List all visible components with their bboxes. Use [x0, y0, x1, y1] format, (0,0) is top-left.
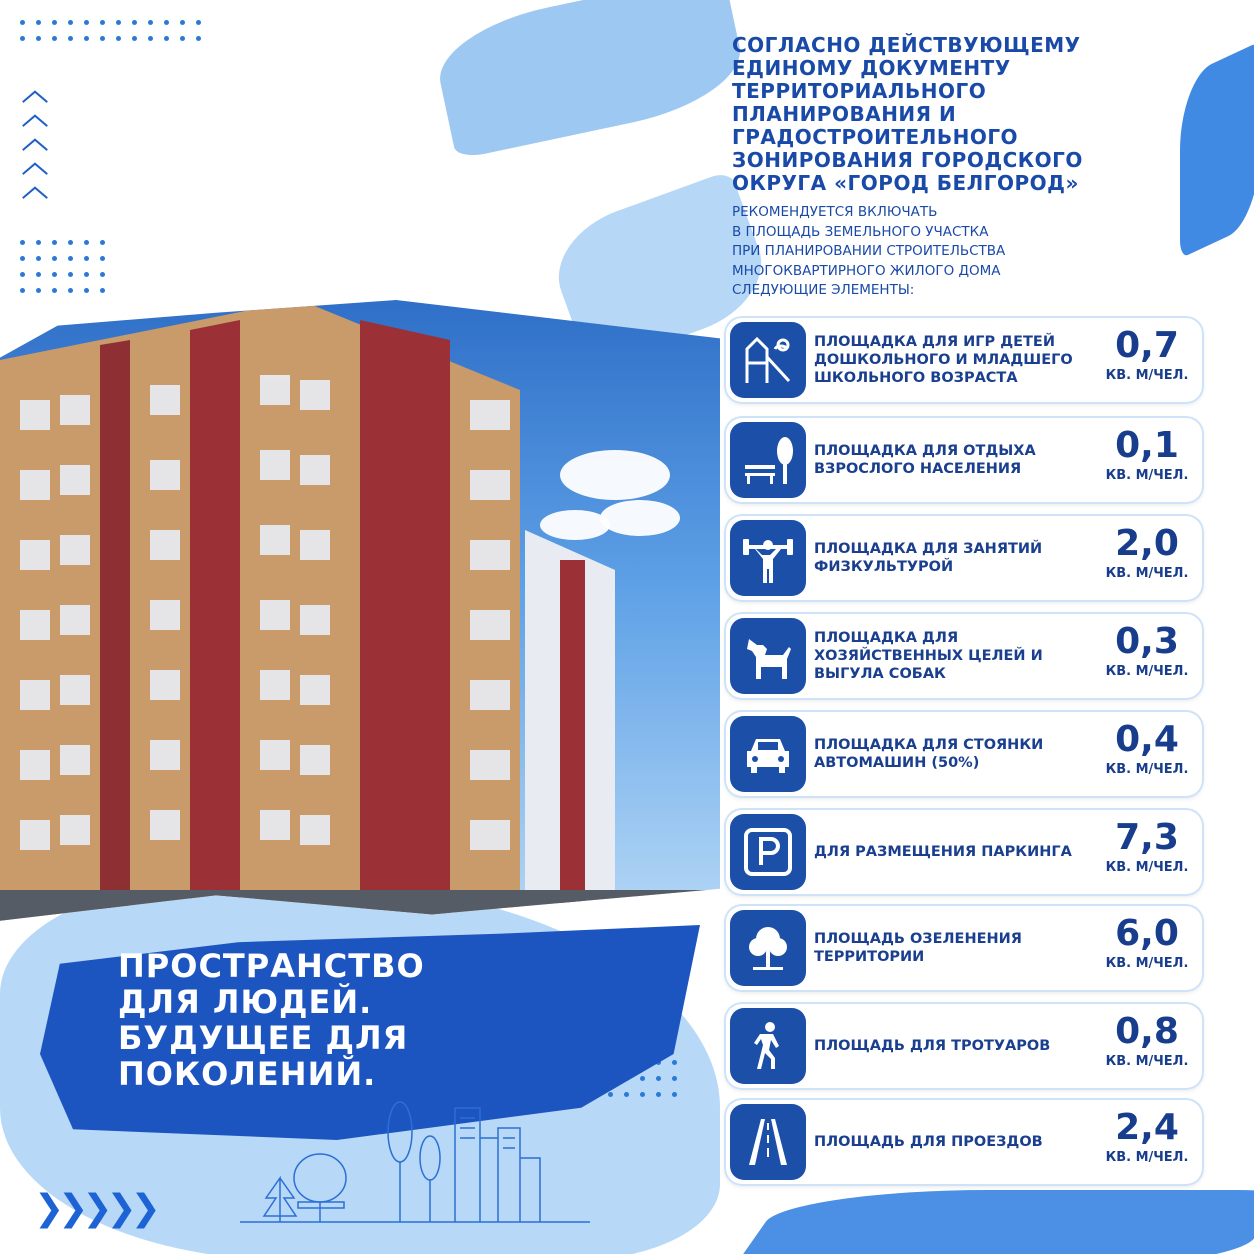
decorative-dot — [20, 272, 25, 277]
item-card-greenery — [726, 906, 1202, 990]
item-unit: КВ. М/ЧЕЛ. — [1105, 664, 1189, 679]
decorative-dot — [36, 20, 41, 25]
item-value: 2,4 — [1115, 1107, 1179, 1148]
header-title-line: ПЛАНИРОВАНИЯ И — [732, 102, 957, 126]
decorative-dot — [84, 20, 89, 25]
slogan-line: ПОКОЛЕНИЙ. — [118, 1055, 377, 1093]
subtitle-line: РЕКОМЕНДУЕТСЯ ВКЛЮЧАТЬ — [732, 204, 938, 220]
decorative-dot — [100, 240, 105, 245]
decorative-dot — [52, 240, 57, 245]
decorative-dot — [116, 36, 121, 41]
decorative-dot — [68, 272, 73, 277]
decorative-dot — [84, 240, 89, 245]
dog-icon — [730, 618, 806, 694]
decorative-dot — [672, 1092, 677, 1097]
decorative-dot — [68, 288, 73, 293]
decorative-dot — [608, 1092, 613, 1097]
decorative-dot — [36, 240, 41, 245]
decorative-dot — [68, 256, 73, 261]
item-label: ПЛОЩАДЬ ДЛЯ ТРОТУАРОВ — [814, 1038, 1051, 1054]
decorative-dot — [100, 272, 105, 277]
decorative-dot — [624, 1092, 629, 1097]
subtitle-line: СЛЕДУЮЩИЕ ЭЛЕМЕНТЫ: — [732, 282, 915, 298]
subtitle-line: МНОГОКВАРТИРНОГО ЖИЛОГО ДОМА — [732, 262, 1001, 279]
header-title-line: ГРАДОСТРОИТЕЛЬНОГО — [732, 125, 1019, 149]
decorative-dot — [148, 20, 153, 25]
road-icon — [730, 1104, 806, 1180]
item-value: 7,3 — [1115, 817, 1179, 858]
weightlifter-icon — [730, 520, 806, 596]
decorative-dot — [52, 20, 57, 25]
header-title-line: СОГЛАСНО ДЕЙСТВУЮЩЕМУ — [732, 33, 1081, 57]
car-icon — [730, 716, 806, 792]
item-card-car-parking — [726, 712, 1202, 796]
decorative-dot — [20, 288, 25, 293]
decorative-dot — [52, 256, 57, 261]
decorative-dot — [164, 20, 169, 25]
item-label: ДЛЯ РАЗМЕЩЕНИЯ ПАРКИНГА — [814, 844, 1072, 860]
slogan — [118, 948, 425, 1092]
subtitle-line: ПРИ ПЛАНИРОВАНИИ СТРОИТЕЛЬСТВА — [732, 243, 1006, 259]
item-card-driveways — [726, 1100, 1202, 1184]
slogan-line: ДЛЯ ЛЮДЕЙ. — [118, 983, 373, 1021]
item-value: 0,7 — [1115, 325, 1179, 366]
decorative-dot — [68, 36, 73, 41]
parking-icon — [730, 814, 806, 890]
decorative-dot — [68, 240, 73, 245]
decorative-dot — [20, 36, 25, 41]
decorative-dot — [36, 288, 41, 293]
decorative-dot — [52, 36, 57, 41]
decorative-dot — [100, 256, 105, 261]
item-unit: КВ. М/ЧЕЛ. — [1105, 1054, 1189, 1069]
item-unit: КВ. М/ЧЕЛ. — [1105, 762, 1189, 777]
decorative-dot — [672, 1060, 677, 1065]
item-value: 0,3 — [1115, 621, 1179, 662]
decorative-dot — [640, 1092, 645, 1097]
decorative-dot — [100, 20, 105, 25]
decorative-dot — [132, 20, 137, 25]
city-skyline-illustration — [240, 1098, 590, 1228]
tree-icon — [730, 910, 806, 986]
decorative-dot — [36, 36, 41, 41]
decorative-dot — [100, 36, 105, 41]
item-card-playground — [726, 318, 1202, 402]
decorative-dot — [116, 20, 121, 25]
item-unit: КВ. М/ЧЕЛ. — [1105, 1150, 1189, 1165]
decorative-dot — [20, 20, 25, 25]
item-card-sidewalks — [726, 1004, 1202, 1088]
item-label: ПЛОЩАДКА ДЛЯ ЗАНЯТИЙ ФИЗКУЛЬТУРОЙ — [814, 541, 1043, 575]
decorative-dot — [640, 1076, 645, 1081]
pedestrian-icon — [730, 1008, 806, 1084]
item-label: ПЛОЩАДКА ДЛЯ ИГР ДЕТЕЙ ДОШКОЛЬНОГО И МЛАДШЕГО ШКОЛЬНОГО ВОЗРАСТА — [814, 334, 1073, 386]
header-title-line: ЗОНИРОВАНИЯ ГОРОДСКОГО — [732, 148, 1083, 172]
decorative-dot — [672, 1076, 677, 1081]
subtitle-line: В ПЛОЩАДЬ ЗЕМЕЛЬНОГО УЧАСТКА — [732, 223, 989, 240]
item-label: ПЛОЩАДКА ДЛЯ ОТДЫХА ВЗРОСЛОГО НАСЕЛЕНИЯ — [814, 443, 1036, 477]
decorative-dot — [180, 20, 185, 25]
decorative-dot — [20, 240, 25, 245]
decorative-dot — [84, 272, 89, 277]
item-label: ПЛОЩАДЬ ДЛЯ ПРОЕЗДОВ — [814, 1134, 1043, 1150]
building-photo — [0, 300, 720, 940]
item-value: 0,1 — [1115, 425, 1179, 466]
playground-icon — [730, 322, 806, 398]
item-label: ПЛОЩАДКА ДЛЯ ХОЗЯЙСТВЕННЫХ ЦЕЛЕЙ И ВЫГУЛА СОБАК — [814, 630, 1043, 682]
brush-stroke-bottom-right — [732, 1190, 1254, 1254]
item-value: 0,8 — [1115, 1011, 1179, 1052]
chevron-right-icons: ❯❯❯❯❯ — [34, 1188, 155, 1229]
item-unit: КВ. М/ЧЕЛ. — [1105, 566, 1189, 581]
decorative-dot — [656, 1092, 661, 1097]
item-value: 0,4 — [1115, 719, 1179, 760]
item-card-dogs — [726, 614, 1202, 698]
decorative-dot — [52, 288, 57, 293]
decorative-dot — [36, 256, 41, 261]
slogan-line: БУДУЩЕЕ ДЛЯ — [118, 1019, 409, 1057]
decorative-dot — [36, 272, 41, 277]
item-label: ПЛОЩАДЬ ОЗЕЛЕНЕНИЯ ТЕРРИТОРИИ — [814, 931, 1022, 965]
decorative-dot — [84, 36, 89, 41]
bench-tree-icon — [730, 422, 806, 498]
decorative-dot — [148, 36, 153, 41]
decorative-dot — [84, 288, 89, 293]
decorative-dot — [20, 256, 25, 261]
brush-stroke-top-right — [1180, 41, 1254, 258]
header-title — [732, 34, 1152, 195]
item-card-parking — [726, 810, 1202, 894]
decorative-dot — [132, 36, 137, 41]
decorative-dot — [84, 256, 89, 261]
item-unit: КВ. М/ЧЕЛ. — [1105, 368, 1189, 383]
decorative-dot — [100, 288, 105, 293]
item-card-rest-area — [726, 418, 1202, 502]
header-subtitle — [732, 203, 1152, 301]
decorative-dot — [196, 20, 201, 25]
item-label: ПЛОЩАДКА ДЛЯ СТОЯНКИ АВТОМАШИН (50%) — [814, 737, 1044, 771]
brush-stroke-top — [430, 0, 750, 160]
item-value: 2,0 — [1115, 523, 1179, 564]
decorative-dot — [52, 272, 57, 277]
slogan-line: ПРОСТРАНСТВО — [118, 947, 425, 985]
item-unit: КВ. М/ЧЕЛ. — [1105, 468, 1189, 483]
chevron-up-icons: ︿ ︿ ︿ ︿ ︿ — [22, 77, 49, 203]
item-unit: КВ. М/ЧЕЛ. — [1105, 956, 1189, 971]
decorative-dot — [68, 20, 73, 25]
decorative-dot — [196, 36, 201, 41]
header-title-line: ОКРУГА «ГОРОД БЕЛГОРОД» — [732, 171, 1079, 195]
header-title-line: ТЕРРИТОРИАЛЬНОГО — [732, 79, 987, 103]
header-title-line: ЕДИНОМУ ДОКУМЕНТУ — [732, 56, 1011, 80]
item-value: 6,0 — [1115, 913, 1179, 954]
item-card-sports — [726, 516, 1202, 600]
item-unit: КВ. М/ЧЕЛ. — [1105, 860, 1189, 875]
decorative-dot — [656, 1076, 661, 1081]
decorative-dot — [164, 36, 169, 41]
decorative-dot — [180, 36, 185, 41]
